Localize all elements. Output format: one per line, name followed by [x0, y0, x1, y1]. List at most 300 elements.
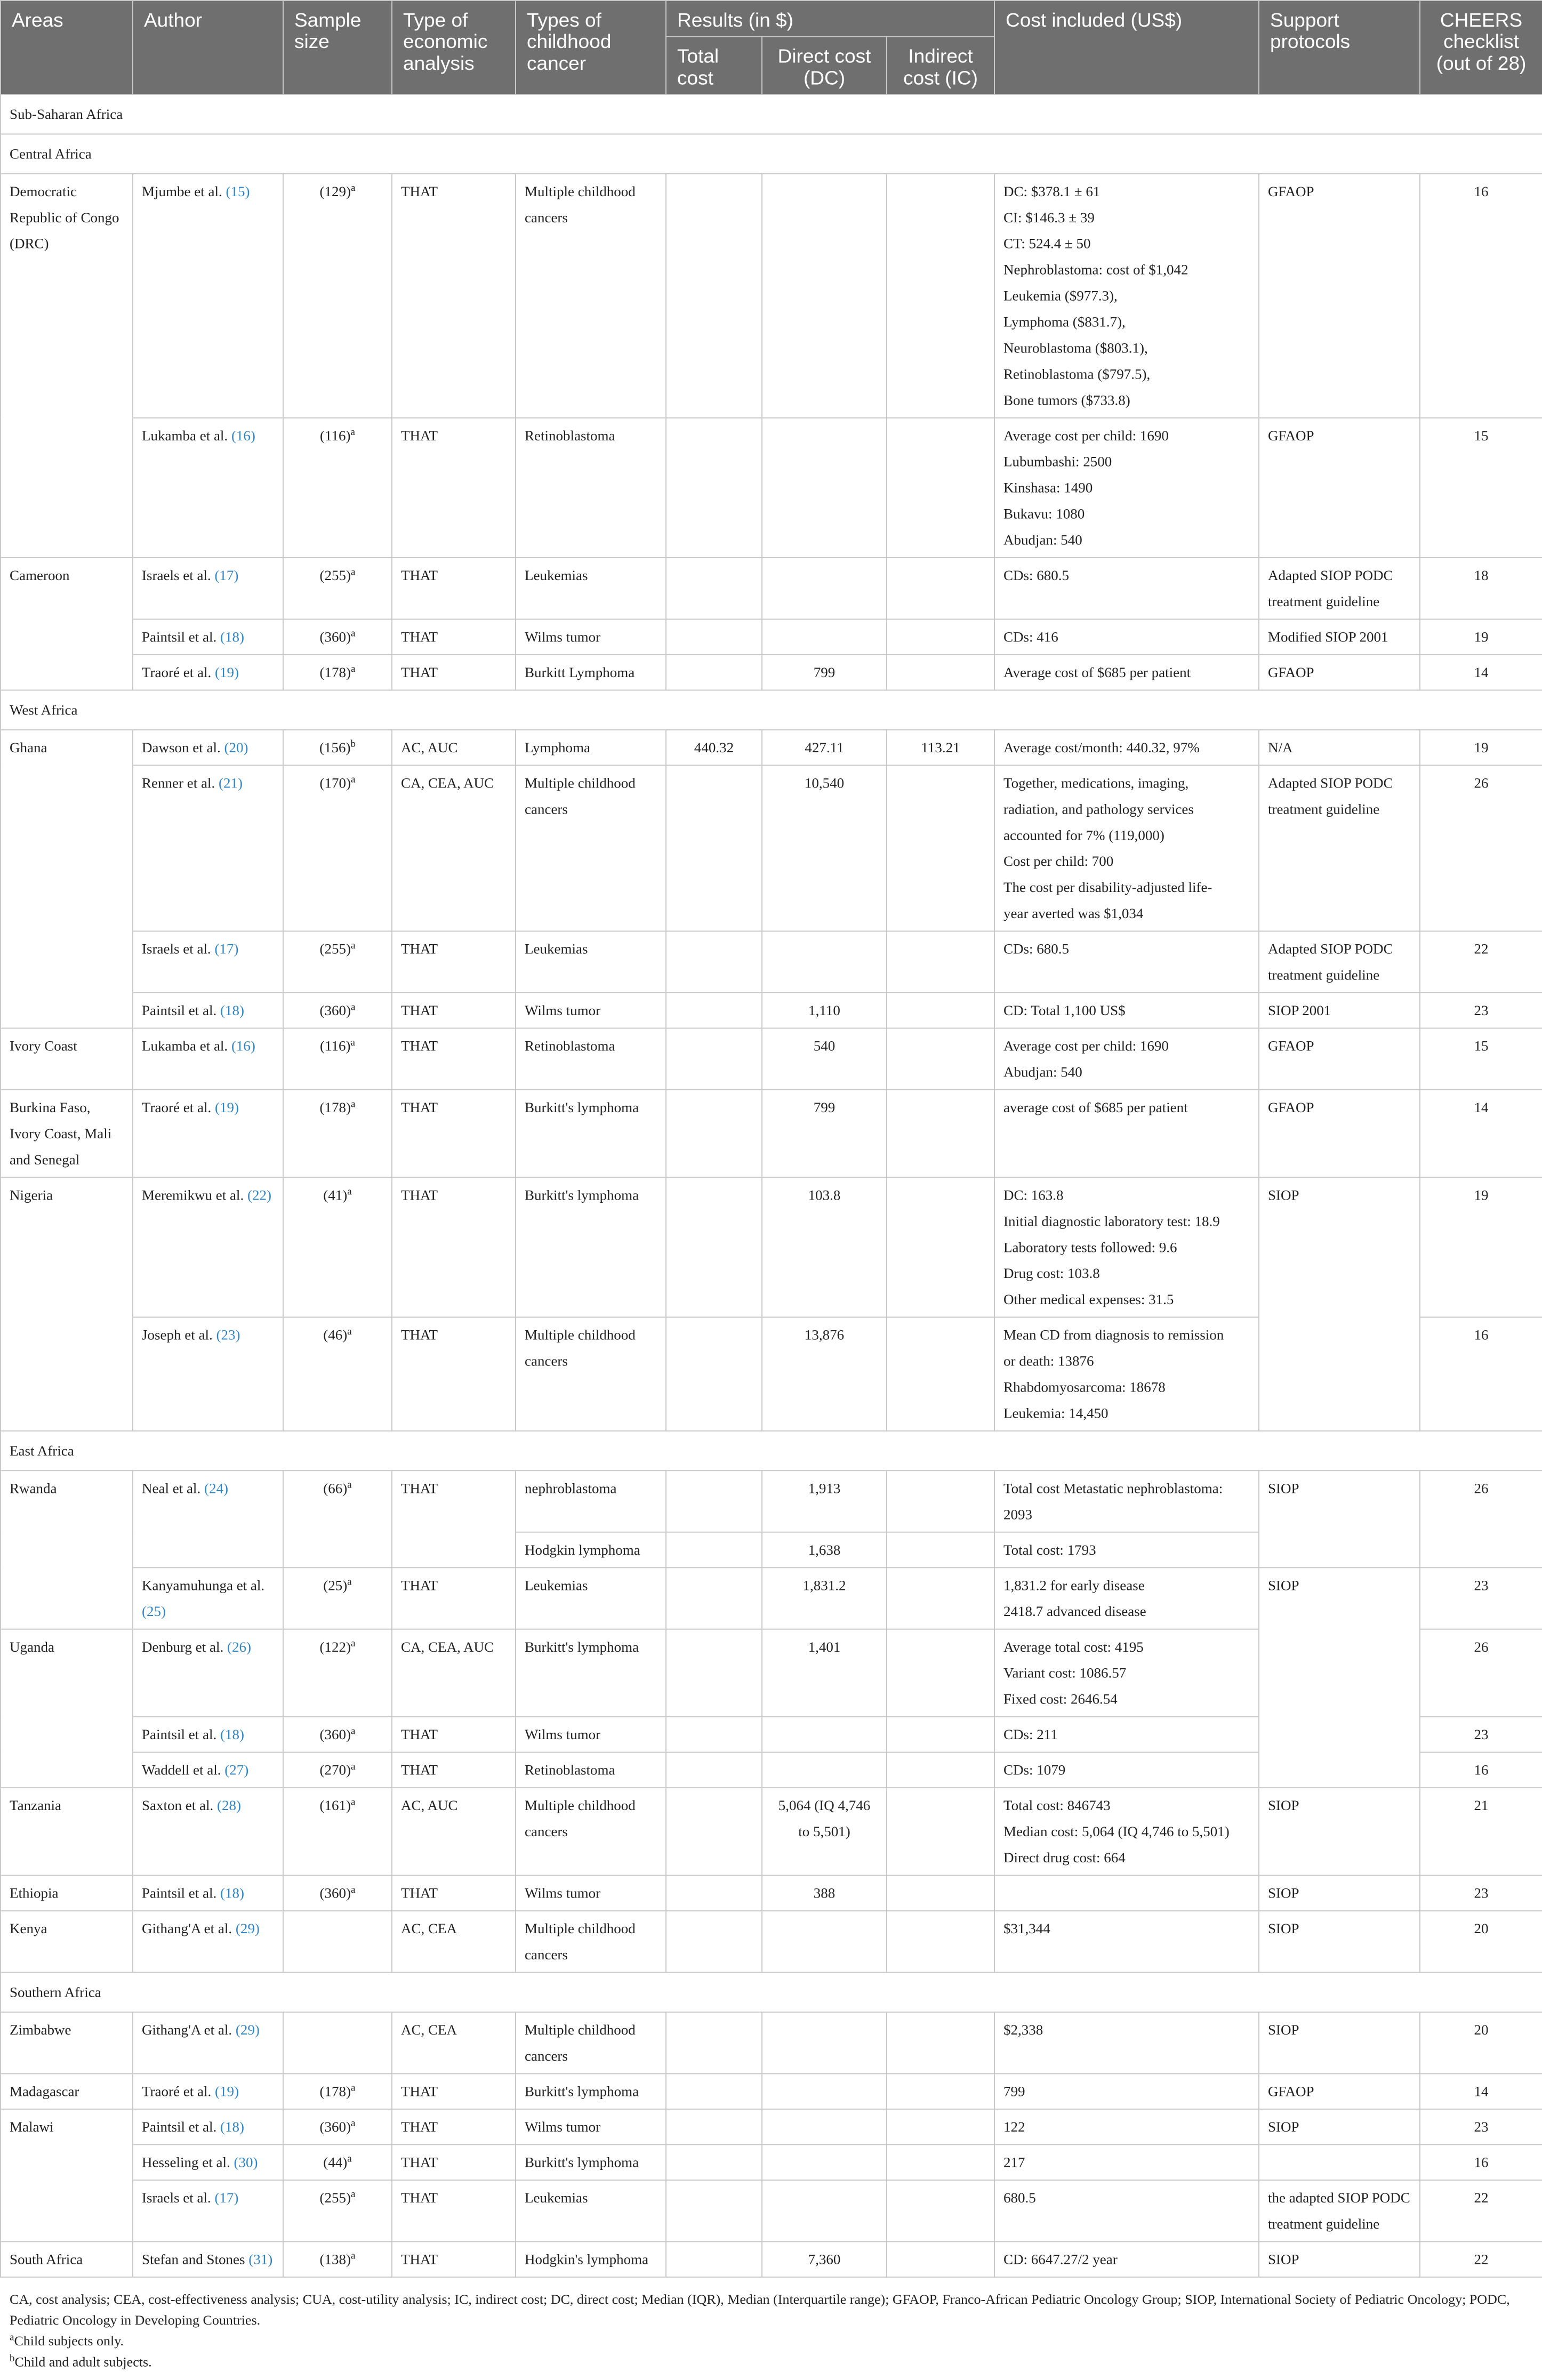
citation-link: (27): [224, 1762, 249, 1778]
cell-cheers-score: 15: [1420, 418, 1542, 558]
cell-indirect-cost: [887, 2012, 994, 2073]
cell-total-cost: [666, 1911, 762, 1972]
cell-cancer-type: Wilms tumor: [516, 2109, 666, 2145]
cell-indirect-cost: [887, 558, 994, 619]
sample-size-value: (170): [319, 775, 351, 791]
cell-cancer-type: Retinoblastoma: [516, 1028, 666, 1090]
cell-cancer-type: Multiple childhood cancers: [516, 1911, 666, 1972]
cell-total-cost: [666, 174, 762, 418]
cell-sample-size: [283, 1788, 392, 1875]
citation-link: (15): [226, 183, 250, 200]
cell-total-cost: [666, 1752, 762, 1788]
cell-cancer-type: Leukemias: [516, 558, 666, 619]
cell-total-cost: [666, 931, 762, 993]
cell-direct-cost: 1,110: [762, 993, 887, 1028]
cost-line: 1,831.2 for early disease: [1003, 1578, 1145, 1594]
cost-line: 799: [1003, 2084, 1025, 2100]
cell-cheers-score: 20: [1420, 2012, 1542, 2073]
cost-line: Together, medications, imaging,: [1003, 775, 1189, 791]
cell-cheers-score: 23: [1420, 2109, 1542, 2145]
cost-line: Lymphoma ($831.7),: [1003, 314, 1126, 330]
sample-size-value: (44): [323, 2154, 348, 2170]
table-row: [1, 2242, 1542, 2278]
cell-area: Tanzania: [1, 1788, 133, 1875]
cost-line: Median cost: 5,064 (IQ 4,746 to 5,501): [1003, 1823, 1230, 1840]
cell-total-cost: [666, 418, 762, 558]
cell-author: [133, 2180, 283, 2241]
sample-size-value: (360): [319, 1885, 351, 1901]
table-row: [1, 730, 1542, 766]
cell-indirect-cost: [887, 620, 994, 655]
cell-area: Zimbabwe: [1, 2012, 133, 2073]
cell-direct-cost: [762, 1752, 887, 1788]
table-row: [1, 2012, 1542, 2073]
cell-cheers-score: 18: [1420, 558, 1542, 619]
cell-indirect-cost: [887, 1629, 994, 1717]
sample-size-value: (138): [319, 2252, 351, 2268]
cost-line: Nephroblastoma: cost of $1,042: [1003, 262, 1188, 278]
cell-support-protocol: GFAOP: [1259, 174, 1420, 418]
cell-cheers-score: 22: [1420, 2242, 1542, 2278]
cost-line: Rhabdomyosarcoma: 18678: [1003, 1379, 1166, 1395]
cost-line: 122: [1003, 2119, 1025, 2135]
cell-analysis-type: THAT: [392, 2242, 516, 2278]
cell-indirect-cost: [887, 766, 994, 931]
cell-cancer-type: Burkitt's lymphoma: [516, 2074, 666, 2110]
cell-analysis-type: THAT: [392, 1568, 516, 1629]
cell-author: [133, 418, 283, 558]
sample-size-footnote-marker: a: [351, 663, 356, 675]
cell-cancer-type: Hodgkin's lymphoma: [516, 2242, 666, 2278]
cell-total-cost: [666, 2180, 762, 2241]
cell-total-cost: [666, 558, 762, 619]
cell-direct-cost: [762, 2109, 887, 2145]
cell-total-cost: [666, 1629, 762, 1717]
cell-area: Democratic Republic of Congo (DRC): [1, 174, 133, 558]
cell-total-cost: 440.32: [666, 730, 762, 766]
cell-analysis-type: THAT: [392, 1090, 516, 1177]
cell-author: [133, 1028, 283, 1090]
cell-indirect-cost: [887, 2242, 994, 2278]
cell-cost-included: [994, 993, 1259, 1028]
cell-indirect-cost: [887, 2074, 994, 2110]
cell-indirect-cost: [887, 1788, 994, 1875]
cost-line: CDs: 1079: [1003, 1762, 1066, 1778]
citation-link: (18): [220, 2119, 244, 2135]
sample-size-value: (360): [319, 2119, 351, 2135]
sample-size-value: (255): [319, 567, 351, 584]
cost-line: CI: $146.3 ± 39: [1003, 210, 1095, 226]
cell-total-cost: [666, 1568, 762, 1629]
cell-cancer-type: Retinoblastoma: [516, 418, 666, 558]
cell-cost-included: [994, 2074, 1259, 2110]
author-name: Paintsil et al.: [142, 1726, 217, 1743]
sample-size-footnote-marker: a: [350, 427, 355, 438]
author-name: Dawson et al.: [142, 739, 221, 756]
cell-cost-included: [994, 1471, 1259, 1532]
sample-size-footnote-marker: a: [351, 566, 356, 578]
cell-author: [133, 655, 283, 690]
section-label: Sub-Saharan Africa: [1, 94, 1542, 134]
cell-sample-size: [283, 2242, 392, 2278]
cell-sample-size: [283, 730, 392, 766]
table-row: [1, 418, 1542, 558]
cell-total-cost: [666, 655, 762, 690]
cell-sample-size: [283, 1028, 392, 1090]
cell-support-protocol: GFAOP: [1259, 418, 1420, 558]
cell-author: [133, 993, 283, 1028]
cost-line: Total cost: 846743: [1003, 1798, 1111, 1814]
table-header: [1, 1, 1542, 94]
cell-analysis-type: THAT: [392, 1717, 516, 1752]
citation-link: (19): [214, 664, 239, 681]
cell-direct-cost: [762, 558, 887, 619]
cell-author: [133, 1568, 283, 1629]
table-row: [1, 1028, 1542, 1090]
section-row: [1, 1431, 1542, 1470]
cell-cheers-score: 16: [1420, 1752, 1542, 1788]
cell-indirect-cost: [887, 1911, 994, 1972]
cell-cost-included: [994, 1317, 1259, 1431]
author-name: Joseph et al.: [142, 1327, 213, 1343]
cell-direct-cost: [762, 418, 887, 558]
cell-sample-size: [283, 2109, 392, 2145]
cost-line: year averted was $1,034: [1003, 905, 1144, 922]
cell-direct-cost: [762, 1717, 887, 1752]
cell-analysis-type: THAT: [392, 2145, 516, 2181]
section-label: Central Africa: [1, 134, 1542, 174]
cell-sample-size: [283, 1717, 392, 1752]
cell-cancer-type: Retinoblastoma: [516, 1752, 666, 1788]
author-name: Kanyamuhunga et al.: [142, 1578, 265, 1594]
cell-total-cost: [666, 1471, 762, 1532]
cell-support-protocol: SIOP: [1259, 1471, 1420, 1568]
cell-cost-included: [994, 2180, 1259, 2241]
sample-size-footnote-marker: a: [351, 2118, 356, 2129]
cell-cancer-type: Wilms tumor: [516, 1717, 666, 1752]
cell-indirect-cost: [887, 1317, 994, 1431]
cost-line: Initial diagnostic laboratory test: 18.9: [1003, 1213, 1220, 1229]
cell-cancer-type: Leukemias: [516, 1568, 666, 1629]
cell-direct-cost: 1,401: [762, 1629, 887, 1717]
cost-line: Abudjan: 540: [1003, 1064, 1082, 1080]
header-sample-size: Sample size: [283, 1, 392, 94]
cell-support-protocol: Adapted SIOP PODC treatment guideline: [1259, 558, 1420, 619]
cost-line: Mean CD from diagnosis to remission: [1003, 1327, 1224, 1343]
cell-indirect-cost: [887, 1471, 994, 1532]
cell-indirect-cost: [887, 1876, 994, 1911]
cell-support-protocol: GFAOP: [1259, 2074, 1420, 2110]
author-name: Renner et al.: [142, 775, 215, 791]
footnote-a: [10, 2331, 1532, 2352]
sample-size-footnote-marker: a: [347, 1480, 352, 1491]
author-name: Denburg et al.: [142, 1639, 224, 1655]
cell-cost-included: [994, 174, 1259, 418]
cell-sample-size: [283, 1629, 392, 1717]
header-cheers-checklist: CHEERS checklist (out of 28): [1420, 1, 1542, 94]
author-name: Waddell et al.: [142, 1762, 221, 1778]
header-cost-included: Cost included (US$): [994, 1, 1259, 94]
cell-indirect-cost: [887, 1752, 994, 1788]
cost-line: Retinoblastoma ($797.5),: [1003, 366, 1151, 382]
sample-size-value: (270): [319, 1762, 351, 1778]
cell-author: [133, 1471, 283, 1568]
cell-support-protocol: SIOP: [1259, 1568, 1420, 1788]
cell-total-cost: [666, 2242, 762, 2278]
sample-size-footnote-marker: a: [351, 774, 356, 785]
cell-cheers-score: 16: [1420, 1317, 1542, 1431]
cost-line: CDs: 680.5: [1003, 567, 1070, 584]
cell-indirect-cost: [887, 1090, 994, 1177]
cell-sample-size: [283, 2180, 392, 2241]
cost-line: $31,344: [1003, 1920, 1050, 1937]
cost-line: Abudjan: 540: [1003, 532, 1082, 548]
cell-total-cost: [666, 1788, 762, 1875]
cell-indirect-cost: [887, 2145, 994, 2181]
citation-link: (17): [214, 567, 239, 584]
author-name: Paintsil et al.: [142, 2119, 217, 2135]
cost-line: 2418.7 advanced disease: [1003, 1604, 1146, 1620]
cell-cost-included: [994, 1876, 1259, 1911]
header-direct-cost: Direct cost (DC): [762, 37, 887, 94]
cost-line: accounted for 7% (119,000): [1003, 827, 1164, 843]
cell-cancer-type: Hodgkin lymphoma: [516, 1532, 666, 1568]
cell-analysis-type: THAT: [392, 418, 516, 558]
sample-size-footnote-marker: a: [351, 1884, 356, 1896]
sample-size-value: (156): [319, 739, 351, 756]
cell-author: [133, 1178, 283, 1317]
section-label: East Africa: [1, 1431, 1542, 1470]
cost-line: Kinshasa: 1490: [1003, 480, 1093, 496]
cost-line: Neuroblastoma ($803.1),: [1003, 340, 1148, 356]
cell-cancer-type: Multiple childhood cancers: [516, 766, 666, 931]
sample-size-value: (255): [319, 941, 351, 957]
cell-analysis-type: THAT: [392, 2180, 516, 2241]
sample-size-value: (122): [319, 1639, 351, 1655]
cell-cancer-type: Burkitt's lymphoma: [516, 1090, 666, 1177]
cell-cheers-score: 20: [1420, 1911, 1542, 1972]
cell-total-cost: [666, 766, 762, 931]
cell-support-protocol: SIOP: [1259, 1178, 1420, 1432]
cost-line: Average cost per child: 1690: [1003, 428, 1169, 444]
cell-sample-size: [283, 620, 392, 655]
cell-total-cost: [666, 1090, 762, 1177]
cell-direct-cost: [762, 620, 887, 655]
sample-size-footnote-marker: a: [351, 2250, 356, 2262]
cell-cheers-score: 14: [1420, 2074, 1542, 2110]
cost-line: Total cost Metastatic nephroblastoma:: [1003, 1481, 1223, 1497]
sample-size-value: (178): [319, 2084, 351, 2100]
cell-indirect-cost: [887, 993, 994, 1028]
cell-total-cost: [666, 1532, 762, 1568]
cell-cost-included: [994, 1090, 1259, 1177]
cell-direct-cost: 799: [762, 1090, 887, 1177]
author-name: Mjumbe et al.: [142, 183, 222, 200]
sample-size-footnote-marker: a: [351, 2189, 356, 2200]
cell-cheers-score: 22: [1420, 931, 1542, 993]
cell-cost-included: [994, 1629, 1259, 1717]
sample-size-footnote-marker: a: [351, 1001, 356, 1013]
section-row: [1, 690, 1542, 730]
citation-link: (21): [218, 775, 243, 791]
cell-sample-size: [283, 1317, 392, 1431]
cell-analysis-type: THAT: [392, 1876, 516, 1911]
cell-indirect-cost: [887, 1028, 994, 1090]
cell-support-protocol: Adapted SIOP PODC treatment guideline: [1259, 931, 1420, 993]
cell-cheers-score: 14: [1420, 655, 1542, 690]
cell-area: Madagascar: [1, 2074, 133, 2110]
header-total-cost: Total cost: [666, 37, 762, 94]
author-name: Hesseling et al.: [142, 2154, 230, 2170]
sample-size-value: (46): [323, 1327, 348, 1343]
cell-author: [133, 2242, 283, 2278]
cell-support-protocol: SIOP: [1259, 2242, 1420, 2278]
cell-support-protocol: SIOP: [1259, 2012, 1420, 2073]
cell-support-protocol: SIOP: [1259, 1876, 1420, 1911]
cell-cost-included: [994, 418, 1259, 558]
cell-area: Burkina Faso, Ivory Coast, Mali and Senegal: [1, 1090, 133, 1177]
cell-support-protocol: GFAOP: [1259, 1028, 1420, 1090]
cell-cancer-type: Leukemias: [516, 2180, 666, 2241]
cost-line: Bone tumors ($733.8): [1003, 392, 1130, 408]
cell-cheers-score: 19: [1420, 730, 1542, 766]
cell-direct-cost: [762, 2074, 887, 2110]
citation-link: (16): [231, 428, 255, 444]
citation-link: (17): [214, 941, 239, 957]
table-row: [1, 766, 1542, 931]
author-name: Israels et al.: [142, 567, 211, 584]
cell-total-cost: [666, 993, 762, 1028]
cell-cancer-type: Burkitt's lymphoma: [516, 2145, 666, 2181]
cost-line: Average total cost: 4195: [1003, 1639, 1144, 1655]
cell-author: [133, 1876, 283, 1911]
author-name: Meremikwu et al.: [142, 1187, 244, 1203]
cost-line: CD: Total 1,100 US$: [1003, 1002, 1126, 1019]
cell-analysis-type: AC, CEA: [392, 1911, 516, 1972]
sample-size-value: (25): [323, 1578, 348, 1594]
citation-link: (29): [235, 2022, 260, 2038]
table-row: [1, 993, 1542, 1028]
sample-size-footnote-marker: a: [351, 1098, 356, 1110]
cost-line: Average cost/month: 440.32, 97%: [1003, 739, 1200, 756]
cell-cheers-score: 22: [1420, 2180, 1542, 2241]
sample-size-footnote-marker: b: [350, 738, 356, 750]
cell-support-protocol: N/A: [1259, 730, 1420, 766]
citation-link: (24): [204, 1481, 228, 1497]
cost-line: Average cost of $685 per patient: [1003, 664, 1191, 681]
sample-size-value: (360): [319, 629, 351, 645]
cell-analysis-type: THAT: [392, 655, 516, 690]
cell-support-protocol: GFAOP: [1259, 1090, 1420, 1177]
cell-cancer-type: Leukemias: [516, 931, 666, 993]
cell-sample-size: [283, 931, 392, 993]
footnote-a-marker: a: [10, 2332, 14, 2343]
cell-direct-cost: 103.8: [762, 1178, 887, 1317]
cell-cheers-score: 14: [1420, 1090, 1542, 1177]
citation-link: (28): [216, 1798, 241, 1814]
cell-indirect-cost: [887, 931, 994, 993]
cell-area: Ghana: [1, 730, 133, 1028]
citation-link: (30): [234, 2154, 258, 2170]
cell-author: [133, 2074, 283, 2110]
cell-analysis-type: THAT: [392, 558, 516, 619]
cell-cheers-score: 16: [1420, 2145, 1542, 2181]
cell-analysis-type: CA, CEA, AUC: [392, 1629, 516, 1717]
author-name: Saxton et al.: [142, 1798, 214, 1814]
cell-analysis-type: THAT: [392, 1752, 516, 1788]
table-footnotes: [0, 2278, 1542, 2373]
section-label: Southern Africa: [1, 1973, 1542, 2012]
cell-direct-cost: 1,638: [762, 1532, 887, 1568]
cell-area: Nigeria: [1, 1178, 133, 1432]
cell-cancer-type: Wilms tumor: [516, 1876, 666, 1911]
table-row: [1, 174, 1542, 418]
table-body: [1, 94, 1542, 2277]
table-row: [1, 1568, 1542, 1629]
cell-author: [133, 1788, 283, 1875]
cell-cancer-type: Multiple childhood cancers: [516, 174, 666, 418]
footnote-b-text: Child and adult subjects.: [14, 2354, 152, 2370]
cell-sample-size: [283, 1911, 392, 1972]
header-type-of-economic-analysis: Type of economic analysis: [392, 1, 516, 94]
cell-indirect-cost: [887, 418, 994, 558]
author-name: Githang'A et al.: [142, 2022, 232, 2038]
sample-size-value: (66): [323, 1481, 348, 1497]
citation-link: (29): [235, 1920, 260, 1937]
cell-total-cost: [666, 1876, 762, 1911]
sample-size-footnote-marker: a: [347, 1577, 352, 1588]
cell-total-cost: [666, 2074, 762, 2110]
cell-author: [133, 174, 283, 418]
cell-cost-included: [994, 931, 1259, 993]
table-row: [1, 2180, 1542, 2241]
cell-analysis-type: AC, AUC: [392, 730, 516, 766]
cell-sample-size: [283, 174, 392, 418]
cell-author: [133, 620, 283, 655]
cell-author: [133, 2012, 283, 2073]
cost-line: CDs: 680.5: [1003, 941, 1070, 957]
sample-size-value: (360): [319, 1002, 351, 1019]
cell-support-protocol: Modified SIOP 2001: [1259, 620, 1420, 655]
cell-sample-size: [283, 1568, 392, 1629]
author-name: Traoré et al.: [142, 664, 212, 681]
cell-total-cost: [666, 2109, 762, 2145]
cell-cost-included: [994, 655, 1259, 690]
cell-cheers-score: 21: [1420, 1788, 1542, 1875]
cost-line: DC: 163.8: [1003, 1187, 1064, 1203]
cell-support-protocol: SIOP: [1259, 1911, 1420, 1972]
cell-cancer-type: Multiple childhood cancers: [516, 1788, 666, 1875]
cell-support-protocol: SIOP: [1259, 1788, 1420, 1875]
cell-support-protocol: GFAOP: [1259, 655, 1420, 690]
cell-analysis-type: AC, CEA: [392, 2012, 516, 2073]
cell-analysis-type: THAT: [392, 174, 516, 418]
cell-cost-included: [994, 730, 1259, 766]
section-row: [1, 1973, 1542, 2012]
cell-author: [133, 2145, 283, 2181]
table-row: [1, 1788, 1542, 1875]
table-row: [1, 1471, 1542, 1532]
cost-line: Leukemia: 14,450: [1003, 1405, 1109, 1421]
cell-cheers-score: 23: [1420, 993, 1542, 1028]
cell-cost-included: [994, 1178, 1259, 1317]
table-row: [1, 1090, 1542, 1177]
cell-total-cost: [666, 620, 762, 655]
sample-size-footnote-marker: a: [350, 1037, 355, 1049]
sample-size-footnote-marker: a: [351, 182, 356, 194]
cell-support-protocol: SIOP 2001: [1259, 993, 1420, 1028]
sample-size-footnote-marker: a: [347, 2153, 352, 2165]
